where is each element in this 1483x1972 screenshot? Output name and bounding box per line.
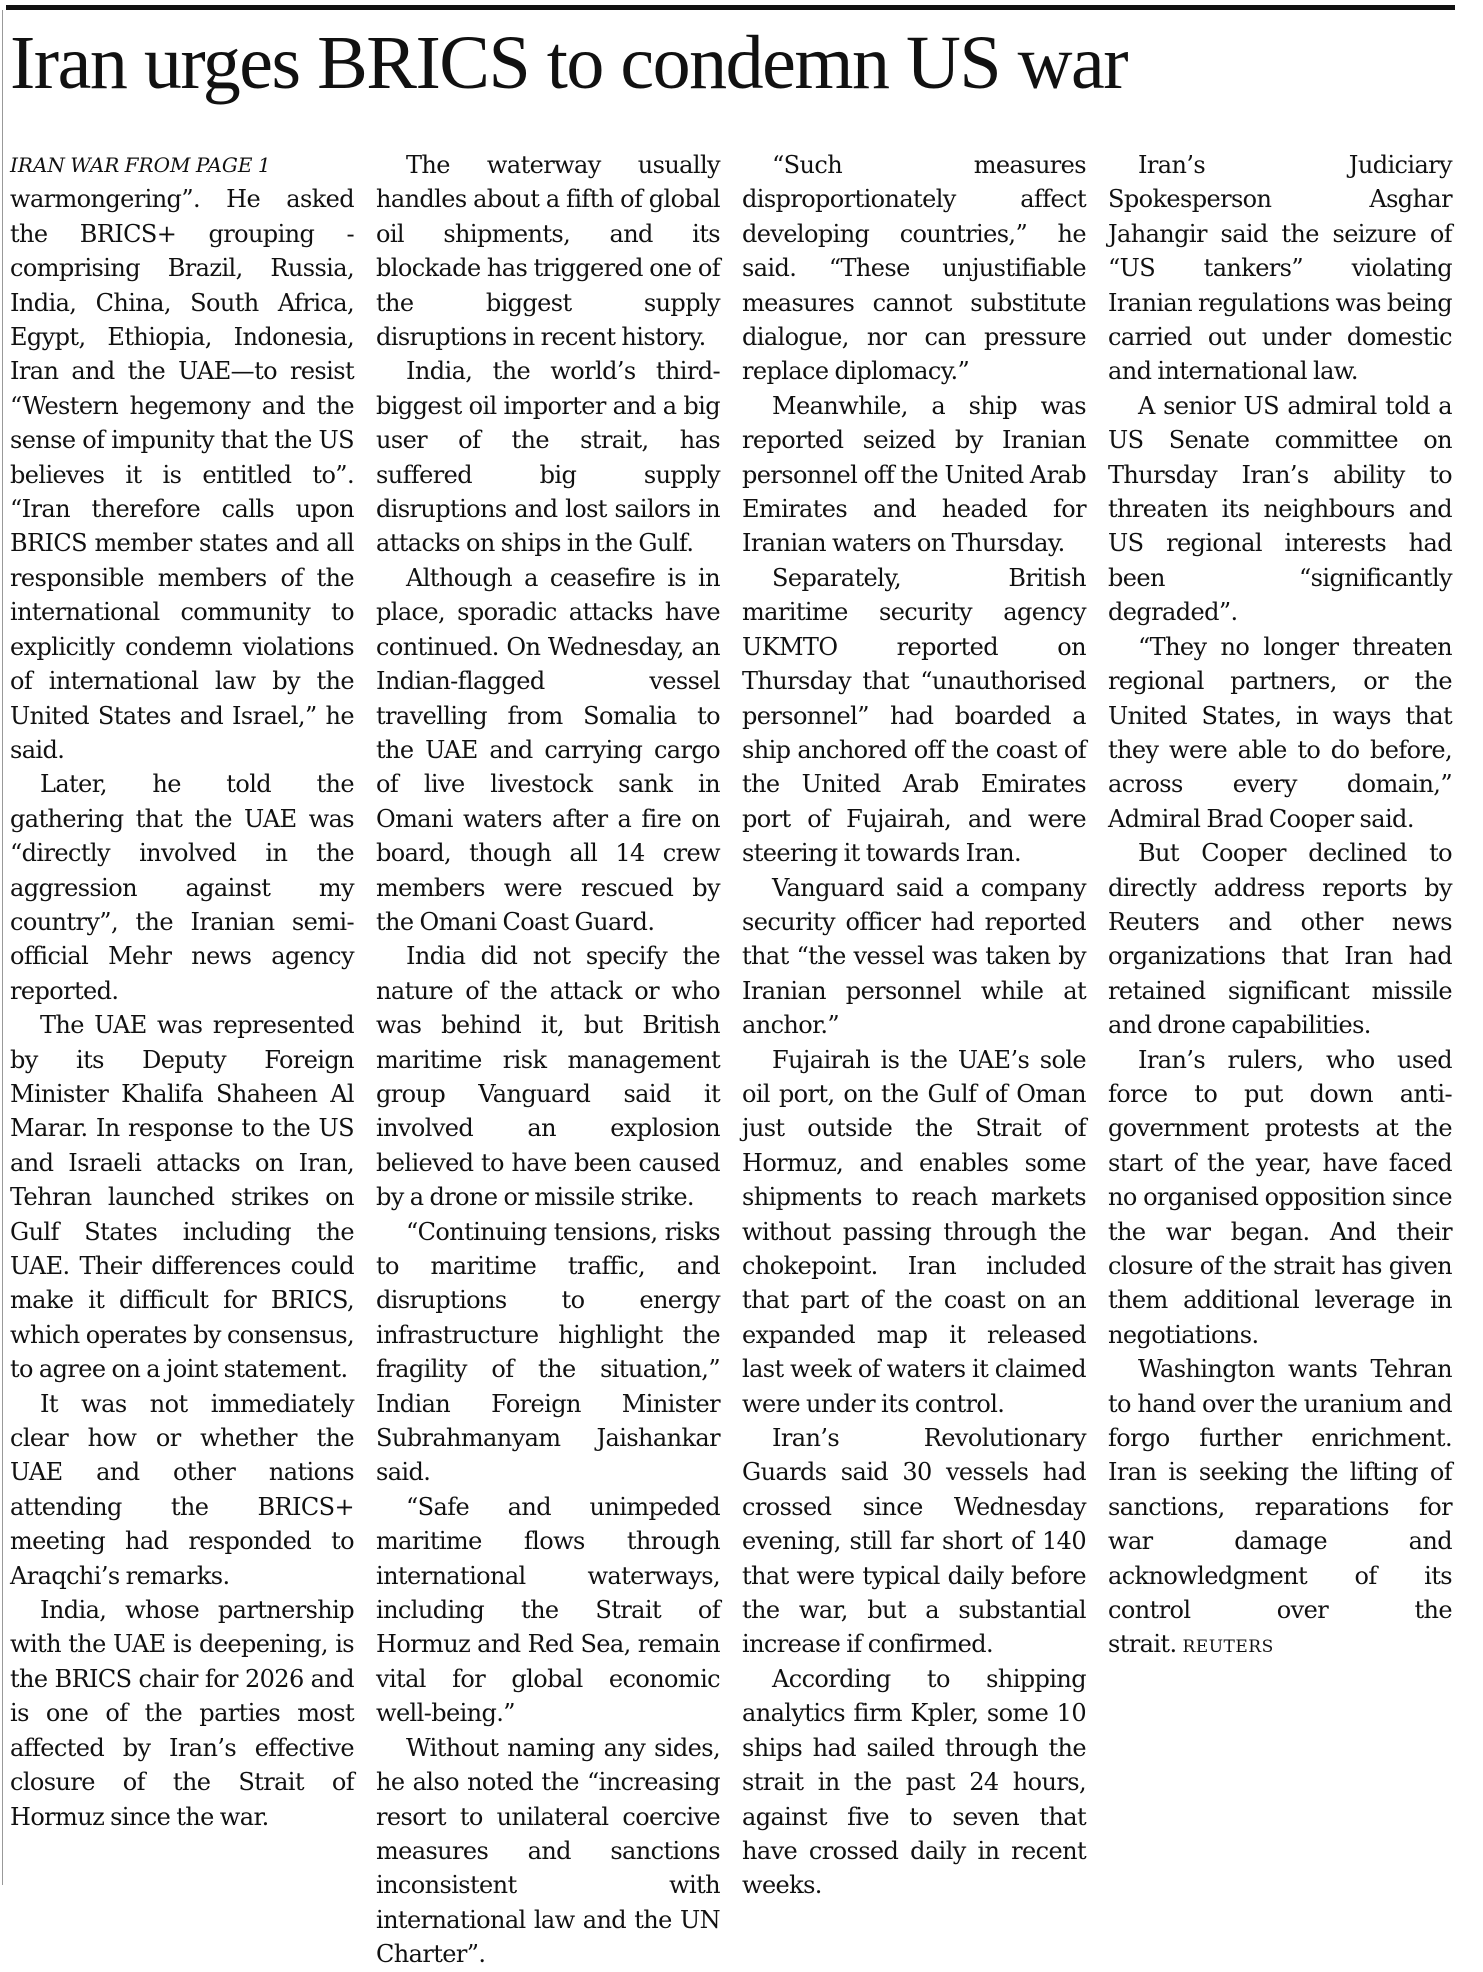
paragraph: According to shipping analytics firm Kpler, some 10 ships had sailed through the strait in the past 24 hours, against five to seven that have crossed daily in recent weeks. <box>742 1664 1086 1900</box>
paragraph: The UAE was represented by its Deputy Foreign Minister Khalifa Shaheen Al Marar. In response to the US and Israeli attacks on Iran, Tehran launched strikes on Gulf States including the UAE. Their differences could make it difficult for BRICS, which operates by consensus, to agree on a joint statement. <box>10 1011 354 1384</box>
top-rule <box>6 5 1455 10</box>
paragraph: It was not immediately clear how or whether the UAE and other nations attending the BRICS+ meeting had responded to Araqchi’s remarks. <box>10 1389 354 1590</box>
paragraph: A senior US admiral told a US Senate committee on Thursday Iran’s ability to threaten its neighbours and US regional interests had been “significantly degraded”. <box>1108 391 1452 627</box>
paragraph: Separately, British maritime security agency UKMTO reported on Thursday that “unauthorised personnel” had boarded a ship anchored off the coast of the United Arab Emirates port of Fujairah, and were steering it towards Iran. <box>742 563 1086 868</box>
paragraph: Later, he told the gathering that the UAE was “directly involved in the aggression against my country”, the Iranian semi-official Mehr news agency reported. <box>10 770 354 1005</box>
paragraph: Fujairah is the UAE’s sole oil port, on the Gulf of Oman just outside the Strait of Hormuz, and enables some shipments to reach markets without passing through the chokepoint. Iran included that part of the coast on an expanded map it released last week of waters it claimed were under its control. <box>742 1045 1086 1418</box>
jump-line: IRAN WAR FROM PAGE 1 <box>10 153 271 177</box>
headline: Iran urges BRICS to condemn US war <box>10 21 1128 105</box>
paragraph-text: Washington wants Tehran to hand over the uranium and forgo further enrichment. Iran is seeking the lifting of sanctions, reparations for war damage and acknowledgment of its control over the strait. <box>1108 1355 1452 1659</box>
article-body <box>10 148 1455 1969</box>
paragraph: “Continuing tensions, risks to maritime traffic, and disruptions to energy infrastructure highlight the fragility of the situation,” Indian Foreign Minister Subrahmanyam Jaishankar said. <box>376 1217 720 1487</box>
paragraph: warmongering”. He asked the BRICS+ grouping - comprising Brazil, Russia, India, China, South Africa, Egypt, Ethiopia, Indonesia, Iran and the UAE—to resist “Western hegemony and the sense of impunity that the US believes it is entitled to”. “Iran therefore calls upon BRICS member states and all responsible members of the international community to explicitly condemn violations of international law by the United States and Israel,” he said. <box>10 185 354 764</box>
paragraph: India, the world’s third-biggest oil importer and a big user of the strait, has suffered big supply disruptions and lost sailors in attacks on ships in the Gulf. <box>376 357 720 558</box>
paragraph: India did not specify the nature of the attack or who was behind it, but British maritime risk management group Vanguard said it involved an explosion believed to have been caused by a drone or missile strike. <box>376 942 720 1212</box>
column-1 <box>10 148 354 1878</box>
paragraph: Iran’s Judiciary Spokesperson Asghar Jahangir said the seizure of “US tankers” violating Iranian regulations was being carried out under domestic and international law. <box>1108 151 1452 386</box>
paragraph: India, whose partnership with the UAE is deepening, is the BRICS chair for 2026 and is one of the parties most affected by Iran’s effective closure of the Strait of Hormuz since the war. <box>10 1596 354 1831</box>
paragraph: “They no longer threaten regional partners, or the United States, in ways that they were able to do before, across every domain,” Admiral Brad Cooper said. <box>1108 632 1452 833</box>
byline-credit: REUTERS <box>1182 1637 1274 1658</box>
column-4 <box>1108 148 1452 1878</box>
column-2 <box>376 148 720 1969</box>
paragraph: Without naming any sides, he also noted the “increasing resort to unilateral coercive measures and sanctions inconsistent with international law and the UN Charter”. <box>376 1733 720 1969</box>
paragraph: Iran’s Revolutionary Guards said 30 vessels had crossed since Wednesday evening, still far short of 140 that were typical daily before the war, but a substantial increase if confirmed. <box>742 1424 1086 1659</box>
paragraph: “Such measures disproportionately affect developing countries,” he said. “These unjustifiable measures cannot substitute dialogue, nor can pressure replace diplomacy.” <box>742 151 1086 386</box>
paragraph: But Cooper declined to directly address reports by Reuters and other news organizations that Iran had retained significant missile and drone capabilities. <box>1108 839 1452 1040</box>
column-3 <box>742 148 1086 1900</box>
paragraph: Vanguard said a company security officer had reported that “the vessel was taken by Iranian personnel while at anchor.” <box>742 873 1086 1040</box>
paragraph: Meanwhile, a ship was reported seized by Iranian personnel off the United Arab Emirates and headed for Iranian waters on Thursday. <box>742 391 1086 558</box>
paragraph: Although a ceasefire is in place, sporadic attacks have continued. On Wednesday, an Indian-flagged vessel travelling from Somalia to the UAE and carrying cargo of live livestock sank in Omani waters after a fire on board, though all 14 crew members were rescued by the Omani Coast Guard. <box>376 563 720 936</box>
paragraph: “Safe and unimpeded maritime flows through international waterways, including the Strait of Hormuz and Red Sea, remain vital for global economic well-being.” <box>376 1492 720 1728</box>
paragraph: The waterway usually handles about a fifth of global oil shipments, and its blockade has triggered one of the biggest supply disruptions in recent history. <box>376 151 720 352</box>
last-paragraph <box>1108 1352 1452 1665</box>
paragraph: Iran’s rulers, who used force to put down anti-government protests at the start of the year, have faced no organised opposition since the war began. And their closure of the strait has given them additional leverage in negotiations. <box>1108 1045 1452 1349</box>
left-column-rule <box>2 10 3 1885</box>
